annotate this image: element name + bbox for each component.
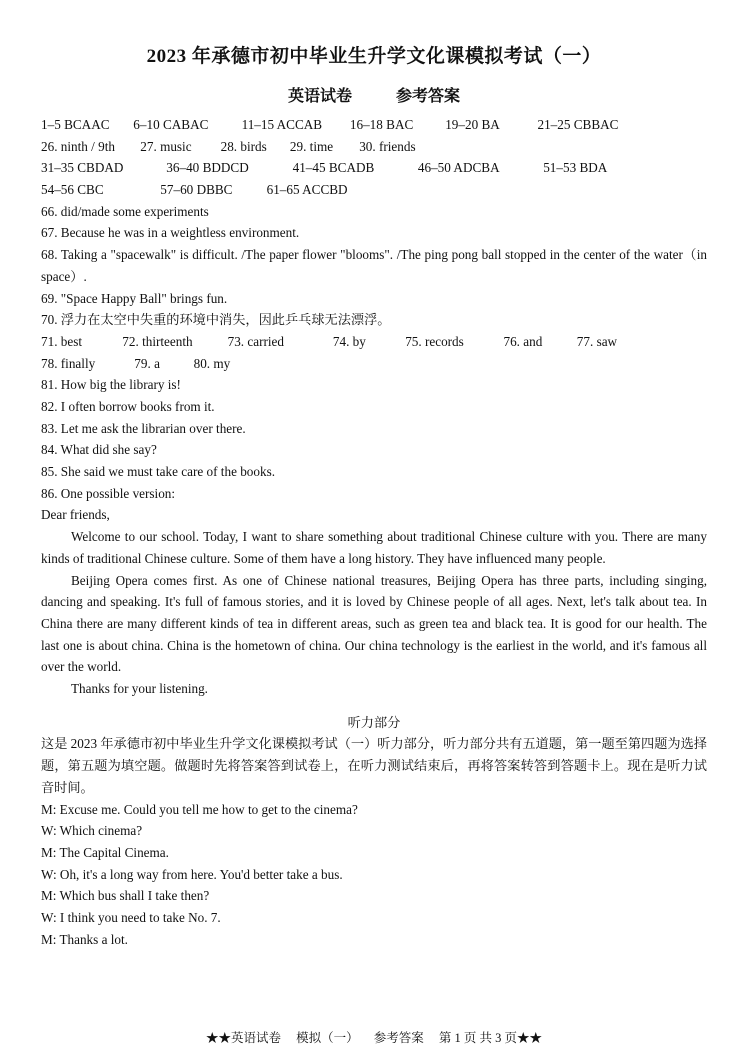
listening-section-title: 听力部分 (347, 714, 401, 730)
answer-group: 51–53 BDA (543, 160, 608, 176)
answers-row-78-80 (41, 353, 707, 375)
answer-item: 71. best (41, 333, 83, 349)
listening-intro: 这是 2023 年承德市初中毕业生升学文化课模拟考试（一）听力部分，听力部分共有五道题，第一题至第四题为选择题，第五题为填空题。做题时先将答案答到试卷上，在听力测试结束后，再将答案转答到答题卡上。现在是听力试音时间。 (41, 736, 707, 795)
footer-label: 参考答案 (373, 1031, 424, 1045)
answer-group: 61–65 ACCBD (266, 182, 348, 198)
dialogue-line: M: Excuse me. Could you tell me how to get to the cinema? (41, 801, 358, 817)
answer-item: 77. saw (576, 333, 618, 349)
answers-row-1-25 (41, 114, 707, 136)
answers-row-71-77 (41, 331, 707, 353)
answer-group: 36–40 BDDCD (166, 160, 249, 176)
answer-85: 85. She said we must take care of the books. (41, 464, 276, 480)
answer-item: 75. records (405, 333, 464, 349)
answer-group: 46–50 ADCBA (417, 160, 500, 176)
answers-row-31-53 (41, 157, 707, 179)
exam-title: 2023 年承德市初中毕业生升学文化课模拟考试（一） (146, 46, 602, 67)
essay-paragraph-1: Welcome to our school. Today, I want to share something about traditional Chinese culture with you. There are many kinds of traditional Chinese culture. Some of them have a long history. They have influenced many people. (41, 529, 707, 566)
answer-82: 82. I often borrow books from it. (41, 398, 215, 414)
answer-84: 84. What did she say? (41, 442, 157, 458)
answer-group: 1–5 BCAAC (41, 117, 110, 132)
answer-83: 83. Let me ask the librarian over there. (41, 420, 246, 436)
answer-item: 76. and (503, 333, 543, 349)
answer-group: 31–35 CBDAD (41, 160, 124, 176)
answer-group: 16–18 BAC (349, 117, 414, 132)
answer-66: 66. did/made some experiments (41, 203, 209, 219)
answer-item: 30. friends (359, 138, 416, 154)
answer-68: 68. Taking a "spacewalk" is difficult. /The paper flower "blooms". /The ping pong ball stopped in the center of the water（in space）. (41, 247, 707, 284)
answer-item: 73. carried (227, 333, 284, 349)
answer-group: 21–25 CBBAC (537, 117, 619, 132)
answer-item: 80. my (193, 355, 231, 371)
answer-item: 72. thirteenth (122, 333, 193, 349)
dialogue-line: W: Oh, it's a long way from here. You'd better take a bus. (41, 866, 343, 882)
answer-69: 69. "Space Happy Ball" brings fun. (41, 290, 228, 306)
answer-item: 29. time (289, 138, 334, 154)
answer-67: 67. Because he was in a weightless environment. (41, 225, 300, 241)
subtitle-answer-key: 参考答案 (396, 88, 461, 105)
dialogue-line: W: I think you need to take No. 7. (41, 909, 221, 925)
answer-item: 74. by (332, 333, 366, 349)
answer-item: 78. finally (41, 355, 96, 371)
dialogue-line: M: The Capital Cinema. (41, 844, 169, 860)
footer-subject: ★★英语试卷 (205, 1031, 281, 1045)
dialogue-line: W: Which cinema? (41, 823, 143, 839)
answer-group: 57–60 DBBC (160, 182, 233, 198)
subtitle-subject: 英语试卷 (287, 88, 352, 105)
essay-greeting: Dear friends, (41, 507, 110, 523)
answer-70: 70. 浮力在太空中失重的环境中消失，因此乒乓球无法漂浮。 (41, 312, 391, 328)
answer-group: 19–20 BA (445, 117, 500, 132)
dialogue-line: M: Which bus shall I take then? (41, 888, 210, 904)
exam-subtitle (0, 83, 748, 106)
essay-paragraph-2: Beijing Opera comes first. As one of Chinese national treasures, Beijing Opera has three parts, including singing, dancing and speaking. It's full of famous stories, and it is loved by Chinese people of all ages. Next, let's talk about tea. In China there are many different kinds of tea in different areas, such as green tea and black tea. It is good for our health. The last one is about china. China is the hometown of china. Our china technology is the earliest in the world, and it's famous all over the world. (41, 572, 707, 675)
page-footer (0, 1028, 748, 1046)
answer-group: 11–15 ACCAB (241, 117, 323, 132)
answer-item: 79. a (134, 355, 160, 371)
dialogue-line: M: Thanks a lot. (41, 931, 128, 947)
footer-page-number: 第 1 页 共 3 页★★ (438, 1031, 543, 1045)
answer-body (41, 114, 707, 950)
answers-row-54-65 (41, 179, 707, 201)
answers-row-26-30 (41, 136, 707, 158)
answer-86: 86. One possible version: (41, 485, 176, 501)
footer-mock: 模拟（一） (296, 1031, 359, 1045)
answer-group: 6–10 CABAC (133, 117, 209, 132)
answer-item: 27. music (140, 138, 192, 154)
answer-item: 26. ninth / 9th (41, 138, 115, 154)
answer-item: 28. birds (220, 138, 267, 154)
answer-81: 81. How big the library is! (41, 377, 181, 393)
answer-group: 41–45 BCADB (292, 160, 375, 176)
essay-paragraph-3: Thanks for your listening. (71, 681, 208, 697)
answer-group: 54–56 CBC (41, 182, 104, 198)
